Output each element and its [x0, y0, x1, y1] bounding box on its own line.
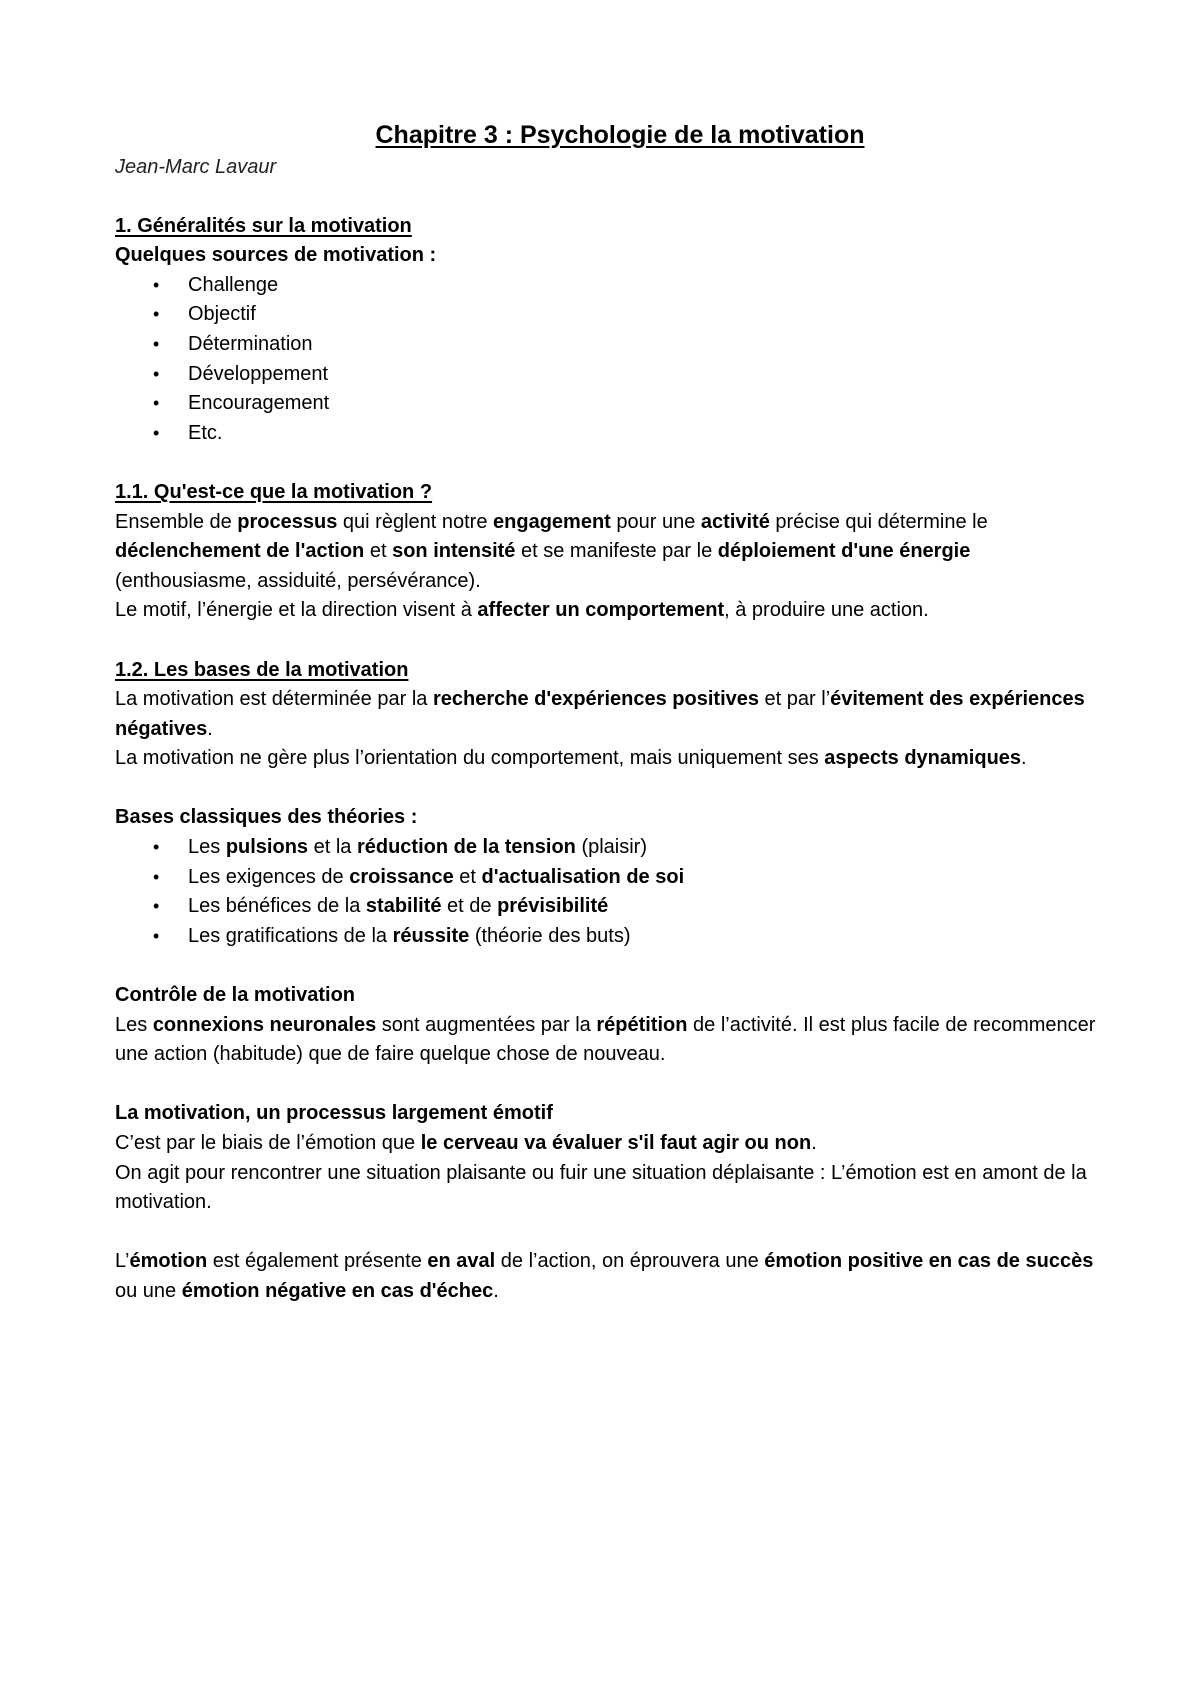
text-run: de l’action, on éprouvera une: [495, 1250, 765, 1273]
bases-theories-heading: Bases classiques des théories :: [115, 806, 418, 829]
text-run: Le motif, l’énergie et la direction visent à: [115, 599, 478, 622]
list-item: [115, 833, 1105, 863]
text-run: et de: [441, 895, 498, 918]
controle-heading: Contrôle de la motivation: [115, 984, 356, 1007]
bold-text: connexions neuronales: [152, 1013, 377, 1036]
text-run: est également présente: [207, 1250, 428, 1273]
bold-text: croissance: [349, 865, 454, 888]
list-item: [115, 360, 1105, 390]
text-run: L’: [115, 1250, 130, 1273]
list-item-text: Etc.: [188, 421, 223, 444]
bold-text: prévisibilité: [497, 895, 609, 918]
bold-text: activité: [700, 510, 770, 533]
bold-text: stabilité: [365, 895, 442, 918]
list-item: [115, 389, 1105, 419]
text-run: (théorie des buts): [469, 924, 631, 947]
bold-text: aspects dynamiques: [824, 747, 1022, 770]
emotif-paragraph-2: [115, 1159, 1105, 1218]
text-run: précise qui détermine le: [769, 510, 988, 533]
list-item: [115, 922, 1105, 952]
text-run: Les: [188, 836, 226, 859]
list-item: [115, 892, 1105, 922]
bullet-icon: •: [153, 333, 160, 354]
bullet-icon: •: [153, 422, 160, 443]
text-run: de l’activité. Il est plus facile de recommencer une action (habitude) que de faire quelque chose de nouveau.: [115, 1013, 1096, 1066]
bullet-icon: •: [153, 866, 160, 887]
bold-text: émotion négative en cas d'échec: [181, 1279, 494, 1302]
bullet-icon: •: [153, 925, 160, 946]
text-run: et se manifeste par le: [515, 540, 718, 563]
text-run: Ensemble de: [115, 510, 238, 533]
bullet-icon: •: [153, 896, 160, 917]
list-item: [115, 863, 1105, 893]
document-body: [115, 118, 1105, 1307]
bullet-icon: •: [153, 304, 160, 325]
list-item-text: [188, 925, 630, 947]
text-run: Les bénéfices de la: [188, 895, 366, 918]
spacer: [115, 774, 1105, 804]
bold-text: recherche d'expériences positives: [432, 688, 759, 711]
text-run: C’est par le biais de l’émotion que: [115, 1132, 421, 1154]
theories-list: [115, 833, 1105, 951]
bold-text: réussite: [392, 924, 470, 947]
bold-text: émotion: [129, 1250, 208, 1273]
text-run: .: [811, 1132, 817, 1154]
bullet-icon: •: [153, 837, 160, 858]
list-item-text: [188, 866, 684, 888]
bases-paragraph-1: [115, 685, 1105, 744]
text-run: La motivation est déterminée par la: [115, 688, 433, 711]
spacer: [115, 1218, 1105, 1248]
list-item-text: [188, 895, 608, 917]
definition-paragraph: [115, 508, 1105, 597]
bold-text: en aval: [427, 1250, 496, 1273]
sources-subheading: Quelques sources de motivation :: [115, 244, 437, 267]
bullet-icon: •: [153, 393, 160, 414]
emotif-heading: La motivation, un processus largement émotif: [115, 1102, 553, 1125]
bold-text: évitement des expériences négatives: [115, 688, 1085, 740]
text-run: Les: [115, 1013, 153, 1036]
text-run: .: [493, 1279, 499, 1302]
bold-text: affecter un comportement: [477, 599, 725, 622]
bold-text: son intensité: [392, 540, 516, 563]
text-run: Les exigences de: [188, 865, 350, 888]
section-1-1-heading: 1.1. Qu'est-ce que la motivation ?: [115, 480, 433, 503]
bold-text: émotion positive en cas de succès: [764, 1250, 1094, 1273]
spacer: [115, 448, 1105, 478]
author-name: Jean-Marc Lavaur: [115, 156, 277, 178]
list-item-text: [188, 836, 647, 858]
list-item: [115, 300, 1105, 330]
bold-text: pulsions: [225, 836, 309, 859]
sources-list: [115, 271, 1105, 449]
bold-text: d'actualisation de soi: [481, 865, 685, 888]
text-run: pour une: [610, 510, 701, 533]
bold-text: déclenchement de l'action: [115, 540, 365, 563]
text-run: .: [1021, 747, 1027, 770]
list-item: [115, 419, 1105, 449]
controle-paragraph: [115, 1011, 1105, 1070]
text-run: (enthousiasme, assiduité, persévérance).: [115, 569, 481, 592]
bold-text: processus: [237, 510, 338, 533]
list-item-text: Développement: [188, 362, 329, 385]
text-run: La motivation ne gère plus l’orientation du comportement, mais uniquement ses: [115, 747, 825, 770]
text-run: Les gratifications de la: [188, 924, 393, 947]
section-1-2-heading: 1.2. Les bases de la motivation: [115, 658, 409, 681]
bold-text: déploiement d'une énergie: [717, 540, 971, 563]
text-run: et par l’: [759, 688, 831, 711]
bold-text: répétition: [596, 1013, 688, 1036]
list-item-text: Challenge: [188, 273, 279, 296]
bold-text: le cerveau va évaluer s'il faut agir ou non: [420, 1132, 812, 1154]
text-run: On agit pour rencontrer une situation plaisante ou fuir une situation déplaisante : L’émotion est en amont de la motivation.: [115, 1161, 1087, 1214]
text-run: et la: [308, 836, 357, 859]
list-item-text: Objectif: [188, 303, 256, 326]
text-run: et: [364, 540, 393, 563]
list-item-text: Détermination: [188, 332, 313, 355]
bold-text: réduction de la tension: [356, 836, 576, 859]
direction-paragraph: [115, 596, 1105, 626]
section-1-heading: 1. Généralités sur la motivation: [115, 214, 412, 237]
emotif-paragraph-3: [115, 1247, 1105, 1306]
emotif-paragraph-1: [115, 1129, 1105, 1159]
text-run: sont augmentées par la: [376, 1013, 597, 1036]
spacer: [115, 951, 1105, 981]
bold-text: engagement: [493, 510, 611, 533]
spacer: [115, 182, 1105, 212]
bases-paragraph-2: [115, 744, 1105, 774]
list-item: [115, 271, 1105, 301]
text-run: ou une: [115, 1279, 182, 1302]
bullet-icon: •: [153, 363, 160, 384]
text-run: et: [453, 865, 482, 888]
spacer: [115, 1070, 1105, 1100]
spacer: [115, 626, 1105, 656]
list-item: [115, 330, 1105, 360]
bullet-icon: •: [153, 274, 160, 295]
text-run: qui règlent notre: [337, 510, 494, 533]
text-run: , à produire une action.: [724, 599, 929, 622]
page-title: Chapitre 3 : Psychologie de la motivation: [375, 121, 865, 149]
list-item-text: Encouragement: [188, 392, 330, 415]
text-run: .: [207, 717, 213, 740]
text-run: (plaisir): [575, 836, 648, 859]
